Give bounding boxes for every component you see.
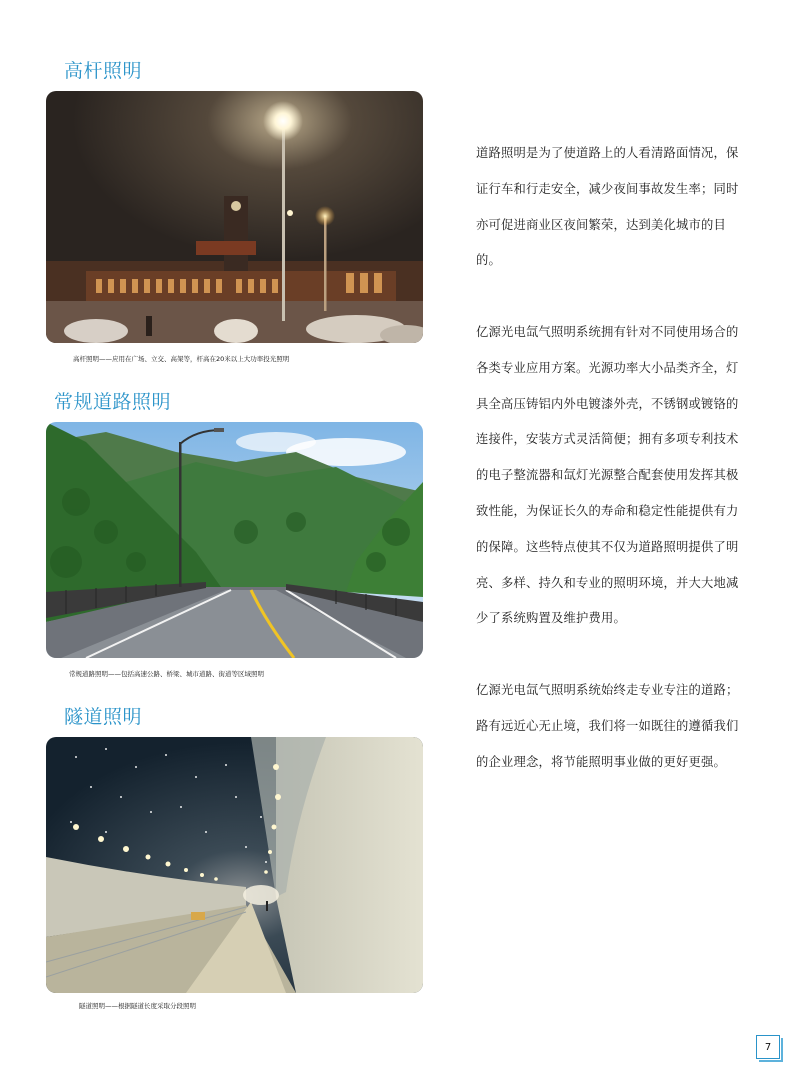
high-mast-caption: 高杆照明——应用在广场、立交、高架等，杆高在20米以上大功率投光照明 xyxy=(73,355,290,363)
paragraph-line: 的电子整流器和氙灯光源整合配套使用发挥其极 xyxy=(476,468,739,483)
road-lighting-photo xyxy=(46,422,423,658)
paragraph-line: 的保障。这些特点使其不仅为道路照明提供了明 xyxy=(476,539,739,554)
section-heading-road: 常规道路照明 xyxy=(54,391,172,413)
paragraph-line: 道路照明是为了使道路上的人看清路面情况，保 xyxy=(476,146,739,160)
paragraph-line: 证行车和行走安全，减少夜间事故发生率；同时 xyxy=(476,181,739,196)
paragraph-line: 的。 xyxy=(476,253,501,268)
body-paragraph-philosophy xyxy=(476,673,739,780)
body-paragraph-purpose xyxy=(476,136,739,279)
section-heading-tunnel: 隧道照明 xyxy=(64,706,143,728)
road-caption: 常规道路照明——包括高速公路、桥梁、城市道路、街道等区域照明 xyxy=(69,670,264,678)
paragraph-line: 亿源光电氙气照明系统拥有针对不同使用场合的 xyxy=(476,325,739,339)
paragraph-line: 具全高压铸铝内外电镀漆外壳，不锈钢或镀铬的 xyxy=(476,396,739,411)
page-number: 7 xyxy=(756,1035,780,1059)
paragraph-line: 亮、多样、持久和专业的照明环境，并大大地减 xyxy=(476,575,739,590)
paragraph-line: 各类专业应用方案。光源功率大小品类齐全，灯 xyxy=(476,360,739,375)
tunnel-lighting-photo xyxy=(46,737,423,993)
section-heading-high-mast: 高杆照明 xyxy=(64,60,143,82)
paragraph-line: 连接件，安装方式灵活简便；拥有多项专利技术 xyxy=(476,432,739,447)
paragraph-line: 亦可促进商业区夜间繁荣，达到美化城市的目 xyxy=(476,217,726,232)
high-mast-lighting-photo xyxy=(46,91,423,343)
paragraph-line: 致性能，为保证长久的寿命和稳定性能提供有力 xyxy=(476,503,739,518)
paragraph-line: 亿源光电氙气照明系统始终走专业专注的道路； xyxy=(476,683,739,697)
paragraph-line: 的企业理念，将节能照明事业做的更好更强。 xyxy=(476,754,726,769)
body-paragraph-system xyxy=(476,315,739,637)
tunnel-caption: 隧道照明——根据隧道长度采取分段照明 xyxy=(79,1002,196,1010)
paragraph-line: 少了系统购置及维护费用。 xyxy=(476,611,626,626)
paragraph-line: 路有远近心无止境，我们将一如既往的遵循我们 xyxy=(476,718,739,733)
